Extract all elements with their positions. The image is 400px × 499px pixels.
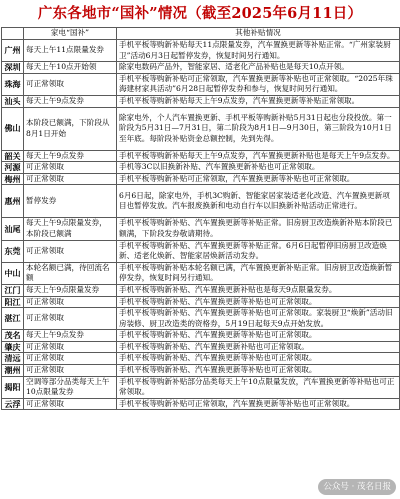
other-subsidy-cell: 手机等3C以旧换新补贴、汽车置换更新补贴也可正常领取。 xyxy=(117,162,400,174)
other-subsidy-cell: 手机平板等购新补贴可正常领取，汽车置换更新等补贴也可正常领取。“2025年珠海建材家具活动”6月28日起暂停发券和参与，恢复时间另行通知。 xyxy=(117,73,400,95)
appliance-subsidy-cell: 每天上午9点发券 xyxy=(24,95,117,107)
appliance-subsidy-cell: 空调等部分品类每天上午10点限量发券 xyxy=(24,376,117,398)
subsidy-table xyxy=(1,27,400,410)
header-appliance-subsidy: 家电“国补” xyxy=(24,28,117,40)
other-subsidy-cell: 手机平板等购新补贴每天上午9点发券，汽车置换更新等补贴正常领取。 xyxy=(117,95,400,107)
appliance-subsidy-cell: 每天上午10点开始领 xyxy=(24,62,117,74)
region-cell: 中山 xyxy=(2,262,24,284)
table-row xyxy=(2,376,400,398)
region-cell: 梅州 xyxy=(2,173,24,185)
other-subsidy-cell: 手机平板等购新补贴每天11点限量发券，汽车置换更新等补贴正常。“广州家装厨卫”活动6月3日起暂停发券，恢复时间另行通知。 xyxy=(117,40,400,62)
appliance-subsidy-cell: 本轮名额已满，待回流名额 xyxy=(24,262,117,284)
table-row xyxy=(2,365,400,377)
header-region xyxy=(2,28,24,40)
watermark: 公众号 · 茂名日报 xyxy=(318,479,396,495)
table-row xyxy=(2,162,400,174)
appliance-subsidy-cell: 可正常领取 xyxy=(24,73,117,95)
region-cell: 广州 xyxy=(2,40,24,62)
other-subsidy-cell: 手机平板等购新补贴每天上午9点发券，汽车置换更新补贴也是每天上午9点发券。 xyxy=(117,150,400,162)
other-subsidy-cell: 手机平板等购新补贴、汽车置换更新等补贴正常。旧房厨卫改造焕新补贴本阶段已额满，下阶段发券敬请期待。 xyxy=(117,218,400,240)
region-cell: 深圳 xyxy=(2,62,24,74)
table-row xyxy=(2,330,400,342)
other-subsidy-cell: 手机平板等购新补贴、汽车置换更新等补贴也可正常领取。 xyxy=(117,353,400,365)
region-cell: 佛山 xyxy=(2,107,24,150)
other-subsidy-cell: 手机平板等购新补贴可正常领取，汽车置换更新等补贴也可正常领取。 xyxy=(117,398,400,410)
appliance-subsidy-cell: 可正常领取 xyxy=(24,398,117,410)
other-subsidy-cell: 手机平板等购新补贴、汽车置换更新补贴也可正常领取。 xyxy=(117,341,400,353)
other-subsidy-cell: 手机平板等购新补贴、汽车置换更新等补贴也可正常领取。家装厨卫“焕新”活动旧房装修、厨卫改造类的资格券，5月19日起每天9点开始发放。 xyxy=(117,308,400,330)
table-row xyxy=(2,341,400,353)
other-subsidy-cell: 除家电数码产品外，智能家居、适老化产品补贴也是每天10点开领。 xyxy=(117,62,400,74)
region-cell: 惠州 xyxy=(2,185,24,218)
region-cell: 汕头 xyxy=(2,95,24,107)
table-body xyxy=(2,40,400,410)
table-row xyxy=(2,284,400,296)
table-row xyxy=(2,353,400,365)
region-cell: 河源 xyxy=(2,162,24,174)
appliance-subsidy-cell: 可正常领取 xyxy=(24,365,117,377)
table-row xyxy=(2,62,400,74)
region-cell: 湛江 xyxy=(2,308,24,330)
other-subsidy-cell: 6月6日起，除家电外，手机3C购新、智能家居家装适老化改造、汽车置换更新项目也暂停发放。汽车报废换新和电动自行车以旧换新补贴活动正常进行。 xyxy=(117,185,400,218)
table-row xyxy=(2,150,400,162)
page-title: 广东各地市“国补”情况（截至2025年6月11日） xyxy=(37,5,363,22)
appliance-subsidy-cell: 可正常领取 xyxy=(24,173,117,185)
table-row xyxy=(2,173,400,185)
appliance-subsidy-cell: 暂停发券 xyxy=(24,185,117,218)
region-cell: 云浮 xyxy=(2,398,24,410)
appliance-subsidy-cell: 本阶段已额满，下阶段从8月1日开始 xyxy=(24,107,117,150)
appliance-subsidy-cell: 每天上午9点限量发券，本阶段已额满 xyxy=(24,218,117,240)
appliance-subsidy-cell: 可正常领取 xyxy=(24,308,117,330)
region-cell: 茂名 xyxy=(2,330,24,342)
table-row xyxy=(2,308,400,330)
table-row xyxy=(2,40,400,62)
region-cell: 东莞 xyxy=(2,240,24,262)
appliance-subsidy-cell: 每天上午11点限量发券 xyxy=(24,40,117,62)
appliance-subsidy-cell: 可正常领取 xyxy=(24,353,117,365)
other-subsidy-cell: 手机平板等购新补贴、汽车置换更新等补贴也可正常领取。 xyxy=(117,296,400,308)
table-row xyxy=(2,240,400,262)
appliance-subsidy-cell: 可正常领取 xyxy=(24,240,117,262)
region-cell: 韶关 xyxy=(2,150,24,162)
other-subsidy-cell: 手机平板等购新补贴本轮名额已满，汽车置换更新补贴正常。旧房厨卫改造焕新暂停发券，恢复时间另行通知。 xyxy=(117,262,400,284)
appliance-subsidy-cell: 每天上午9点发券 xyxy=(24,150,117,162)
table-header-row xyxy=(2,28,400,40)
table-row xyxy=(2,107,400,150)
region-cell: 珠海 xyxy=(2,73,24,95)
table-row xyxy=(2,262,400,284)
region-cell: 揭阳 xyxy=(2,376,24,398)
other-subsidy-cell: 手机平板等购新补贴、汽车置换更新等补贴正常。6月6日起暂停旧房厨卫改造焕新、适老化焕新、智能家居焕新活动发券。 xyxy=(117,240,400,262)
table-row xyxy=(2,296,400,308)
region-cell: 清远 xyxy=(2,353,24,365)
region-cell: 江门 xyxy=(2,284,24,296)
other-subsidy-cell: 手机平板等购新补贴、汽车置换更新补贴也是每天9点限量发券。 xyxy=(117,284,400,296)
table-row xyxy=(2,398,400,410)
appliance-subsidy-cell: 可正常领取 xyxy=(24,296,117,308)
other-subsidy-cell: 手机平板等购新补贴、汽车置换更新等补贴也可正常领取。 xyxy=(117,330,400,342)
region-cell: 阳江 xyxy=(2,296,24,308)
appliance-subsidy-cell: 可正常领取 xyxy=(24,162,117,174)
other-subsidy-cell: 手机平板等购新补贴可正常领取，汽车置换更新等补贴也可正常领取。 xyxy=(117,173,400,185)
table-row xyxy=(2,218,400,240)
other-subsidy-cell: 手机平板等购新补贴部分品类每天上午10点限量发放，汽车置换更新等补贴也可正常领取。 xyxy=(117,376,400,398)
appliance-subsidy-cell: 每天上午9点发券 xyxy=(24,330,117,342)
appliance-subsidy-cell: 每天上午9点限量发券 xyxy=(24,284,117,296)
region-cell: 潮州 xyxy=(2,365,24,377)
table-row xyxy=(2,95,400,107)
appliance-subsidy-cell: 可正常领取 xyxy=(24,341,117,353)
other-subsidy-cell: 手机平板等购新补贴、汽车置换更新等补贴也可正常领取。 xyxy=(117,365,400,377)
region-cell: 肇庆 xyxy=(2,341,24,353)
other-subsidy-cell: 除家电外，个人汽车置换更新、手机平板等购新补贴5月31日起也分段投放。第一阶段为5月31日—7月31日，第二阶段为8月1日—9月30日，第三阶段为10月1日至年底。每阶段补贴资金总额控制，先到先得。 xyxy=(117,107,400,150)
table-row xyxy=(2,185,400,218)
header-other-subsidy: 其他补贴情况 xyxy=(117,28,400,40)
region-cell: 汕尾 xyxy=(2,218,24,240)
table-row xyxy=(2,73,400,95)
